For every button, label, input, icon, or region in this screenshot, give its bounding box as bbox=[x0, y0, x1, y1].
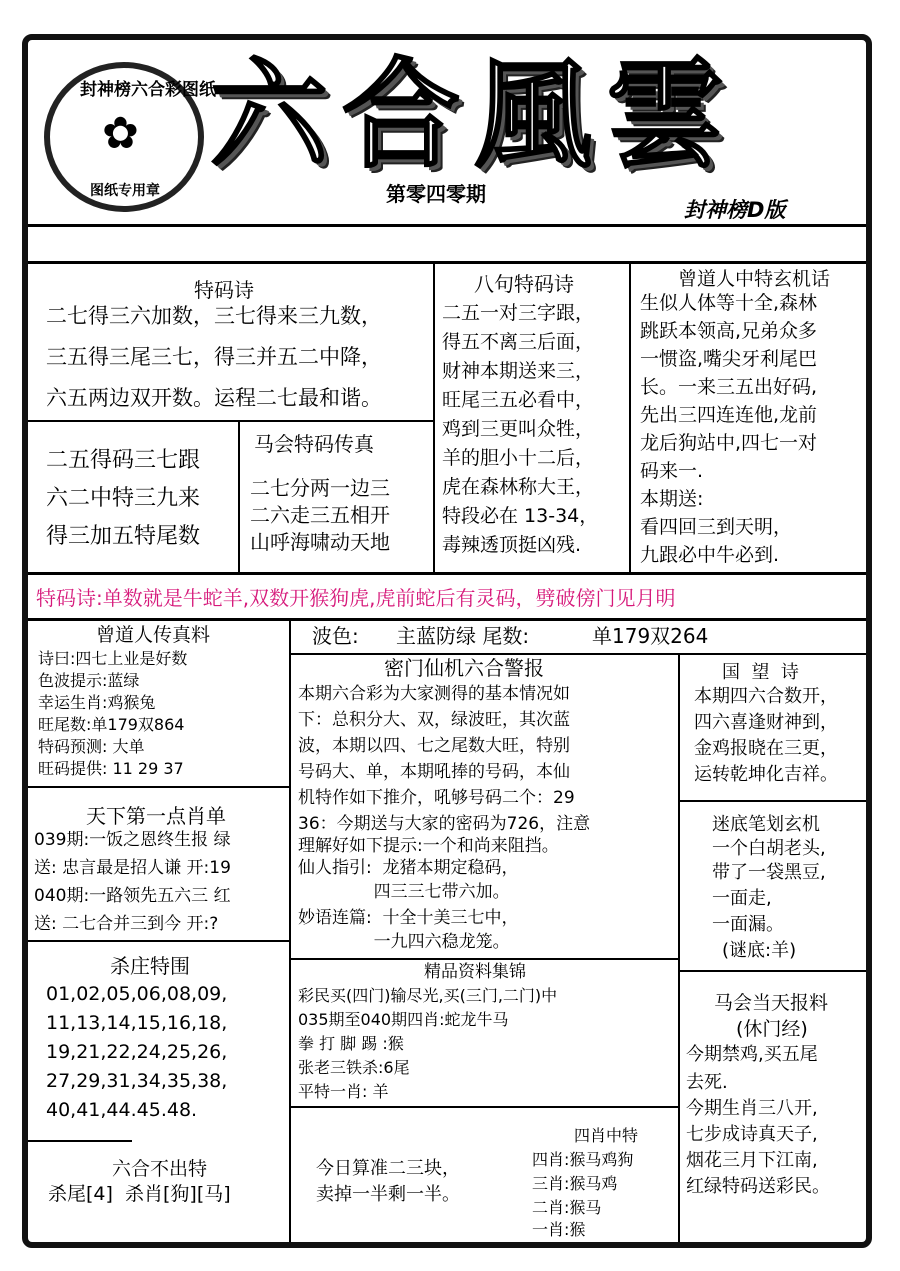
four-zodiac-line: 四肖:猴马鸡狗 bbox=[532, 1150, 634, 1169]
riddle-answer: (谜底:羊) bbox=[722, 940, 797, 961]
horse-fax-line: 二七分两一边三 bbox=[250, 476, 390, 500]
zodiac-list-line: 039期:一饭之恩终生报 绿 bbox=[34, 830, 231, 850]
divider bbox=[679, 970, 866, 972]
poem1-title: 特码诗 bbox=[194, 278, 254, 302]
eight-line: 得五不离三后面， bbox=[442, 331, 595, 353]
horse-report-line: 今期禁鸡,买五尾 bbox=[686, 1044, 818, 1065]
poem1-line: 二七得三六加数，三七得来三九数， bbox=[46, 304, 382, 328]
edition-label: 封神榜D版 bbox=[684, 198, 786, 222]
four-zodiac-line: 三肖:猴马鸡 bbox=[532, 1174, 618, 1193]
left-small-line: 得三加五特尾数 bbox=[46, 524, 201, 549]
kill-title: 杀庄特围 bbox=[110, 954, 190, 978]
nation-poem-line: 四六喜逢财神到， bbox=[694, 712, 838, 733]
bauhinia-icon: ✿ bbox=[102, 108, 139, 159]
divider bbox=[678, 654, 680, 1242]
riddle-line: 一面走, bbox=[712, 888, 772, 909]
divider bbox=[28, 1140, 132, 1142]
fax-info-line: 旺尾数:单179双864 bbox=[38, 715, 185, 734]
collection-line: 拳 打 脚 踢 :猴 bbox=[298, 1034, 404, 1053]
divider bbox=[28, 572, 866, 575]
poem1-line: 六五两边双开数。运程二七最和谐。 bbox=[46, 386, 382, 410]
page-title: 六合風雲 bbox=[210, 45, 739, 184]
riddle-line: 一面漏。 bbox=[712, 914, 784, 935]
seal-bottom-text: 图纸专用章 bbox=[90, 183, 160, 199]
kill-line: 19,21,22,24,25,26, bbox=[46, 1041, 228, 1063]
no-show-title: 六合不出特 bbox=[112, 1158, 208, 1180]
secret-line: 波，本期以四、七之尾数大旺，特别 bbox=[298, 736, 570, 756]
collection-title: 精品资料集锦 bbox=[424, 962, 526, 982]
stamp-seal bbox=[44, 62, 216, 212]
eight-line-title: 八句特码诗 bbox=[474, 272, 574, 296]
eight-line: 二五一对三字跟， bbox=[442, 302, 595, 324]
divider bbox=[238, 420, 240, 572]
secret-line: 一九四六稳龙笼。 bbox=[298, 932, 510, 952]
zodiac-list-line: 040期:一路领先五六三 红 bbox=[34, 886, 231, 906]
eight-line: 鸡到三更叫众牲， bbox=[442, 418, 595, 440]
collection-line: 张老三铁杀:6尾 bbox=[298, 1058, 410, 1077]
four-zodiac-line: 二肖:猴马 bbox=[532, 1198, 602, 1217]
taoist-line: 龙后狗站中,四七一对 bbox=[640, 432, 818, 454]
nation-poem-line: 本期四六合数开， bbox=[694, 686, 838, 707]
eight-line: 虎在森林称大王， bbox=[442, 476, 595, 498]
secret-line: 号码大、单，本期吼捧的号码，本仙 bbox=[298, 762, 570, 782]
divider bbox=[28, 786, 290, 788]
fax-info-line: 诗曰:四七上业是好数 bbox=[38, 649, 188, 668]
horse-report-title: 马会当天报料 bbox=[714, 992, 829, 1014]
wave-tail: 单179双264 bbox=[592, 624, 709, 648]
kill-line: 40,41,44.45.48. bbox=[46, 1099, 198, 1121]
collection-line: 平特一肖: 羊 bbox=[298, 1082, 389, 1101]
fax-info-line: 色波提示:蓝绿 bbox=[38, 671, 140, 690]
issue-number: 第零四零期 bbox=[386, 182, 486, 206]
kill-line: 01,02,05,06,08,09, bbox=[46, 983, 228, 1005]
horse-report-line: 七步成诗真天子, bbox=[686, 1124, 818, 1145]
horse-fax-line: 山呼海啸动天地 bbox=[250, 530, 390, 554]
taoist-title: 曾道人中特玄机话 bbox=[678, 268, 831, 290]
seal-text: 封神榜六合彩图纸 bbox=[80, 80, 216, 100]
divider bbox=[28, 420, 434, 422]
left-small-line: 六二中特三九来 bbox=[46, 486, 201, 511]
today-line: 今日算准二三块， bbox=[316, 1158, 460, 1179]
divider bbox=[290, 958, 679, 960]
secret-line: 理解好如下提示:一个和尚来阻挡。 bbox=[298, 836, 559, 856]
divider bbox=[28, 940, 290, 942]
taoist-line: 生似人体等十全,森林 bbox=[640, 292, 818, 314]
taoist-line: 九跟必中牛必到. bbox=[640, 544, 780, 566]
divider bbox=[679, 800, 866, 802]
taoist-line: 长。一来三五出好码, bbox=[640, 376, 818, 398]
eight-line: 特段必在 13-34， bbox=[442, 505, 599, 527]
eight-line: 旺尾三五必看中， bbox=[442, 389, 595, 411]
nation-poem-line: 运转乾坤化吉祥。 bbox=[694, 764, 838, 785]
zodiac-list-line: 送: 二七合并三到今 开:? bbox=[34, 914, 219, 934]
fax-info-line: 幸运生肖:鸡猴兔 bbox=[38, 693, 156, 712]
header-divider bbox=[28, 224, 866, 227]
poem1-line: 三五得三尾三七，得三并五二中降， bbox=[46, 345, 382, 369]
fax-info-line: 特码预测: 大单 bbox=[38, 737, 145, 756]
eight-line: 毒辣透顶挺凶残. bbox=[442, 534, 582, 556]
riddle-title: 迷底笔划玄机 bbox=[712, 814, 820, 835]
taoist-line: 一惯盗,嘴尖牙利尾巴 bbox=[640, 348, 818, 370]
secret-line: 机特作如下推介，吼够号码二个：29 bbox=[298, 788, 575, 808]
divider bbox=[289, 620, 291, 1242]
row-divider bbox=[28, 261, 866, 264]
taoist-line: 先出三四连连他,龙前 bbox=[640, 404, 818, 426]
collection-line: 035期至040期四肖:蛇龙牛马 bbox=[298, 1010, 509, 1029]
zodiac-list-title: 天下第一点肖单 bbox=[86, 804, 226, 828]
taoist-line: 看四回三到天明， bbox=[640, 516, 793, 538]
banner-poem: 特码诗:单数就是牛蛇羊,双数开猴狗虎,虎前蛇后有灵码，劈破傍门见月明 bbox=[36, 586, 676, 610]
wave-value: 主蓝防绿 尾数: bbox=[396, 624, 530, 648]
four-zodiac-title: 四肖中特 bbox=[574, 1126, 639, 1145]
riddle-line: 带了一袋黑豆, bbox=[712, 862, 826, 883]
nation-poem-line: 金鸡报晓在三更， bbox=[694, 738, 838, 759]
kill-line: 27,29,31,34,35,38, bbox=[46, 1070, 228, 1092]
secret-line: 36：今期送与大家的密码为726，注意 bbox=[298, 814, 591, 834]
nation-poem-title: 国 望 诗 bbox=[722, 662, 799, 683]
secret-line: 下：总积分大、双，绿波旺，其次蓝 bbox=[298, 710, 570, 730]
divider bbox=[433, 263, 435, 572]
horse-report-subtitle: (休门经) bbox=[736, 1018, 808, 1040]
zodiac-list-line: 送: 忠言最是招人谦 开:19 bbox=[34, 858, 231, 878]
today-line: 卖掉一半剩一半。 bbox=[316, 1184, 460, 1205]
horse-fax-title: 马会特码传真 bbox=[254, 432, 374, 456]
taoist-line: 跳跃本领高,兄弟众多 bbox=[640, 320, 818, 342]
horse-report-line: 烟花三月下江南, bbox=[686, 1150, 818, 1171]
divider bbox=[290, 653, 866, 655]
secret-line: 本期六合彩为大家测得的基本情况如 bbox=[298, 684, 570, 704]
secret-title: 密门仙机六合警报 bbox=[384, 656, 544, 680]
no-show-line: 杀尾[4] 杀肖[狗][马] bbox=[48, 1183, 231, 1205]
divider bbox=[290, 1106, 679, 1108]
secret-line: 仙人指引: 龙猪本期定稳码， bbox=[298, 858, 519, 878]
taoist-line: 本期送: bbox=[640, 488, 704, 510]
divider bbox=[28, 618, 866, 621]
wave-label: 波色: bbox=[312, 624, 359, 648]
taoist-line: 码来一. bbox=[640, 460, 704, 482]
fax-info-line: 旺码提供: 11 29 37 bbox=[38, 759, 184, 778]
horse-fax-line: 二六走三五相开 bbox=[250, 503, 390, 527]
horse-report-line: 去死. bbox=[686, 1072, 728, 1093]
fax-info-title: 曾道人传真料 bbox=[96, 624, 211, 646]
secret-line: 四三三七带六加。 bbox=[298, 882, 510, 902]
riddle-line: 一个白胡老头, bbox=[712, 838, 826, 859]
four-zodiac-line: 一肖:猴 bbox=[532, 1220, 586, 1239]
secret-line: 妙语连篇: 十全十美三七中， bbox=[298, 908, 519, 928]
horse-report-line: 红绿特码送彩民。 bbox=[686, 1176, 830, 1197]
horse-report-line: 今期生肖三八开, bbox=[686, 1098, 818, 1119]
collection-line: 彩民买(四门)输尽光,买(三门,二门)中 bbox=[298, 986, 558, 1005]
eight-line: 羊的胆小十二后， bbox=[442, 447, 595, 469]
kill-line: 11,13,14,15,16,18, bbox=[46, 1012, 228, 1034]
left-small-line: 二五得码三七跟 bbox=[46, 448, 201, 473]
divider bbox=[629, 263, 631, 572]
eight-line: 财神本期送来三， bbox=[442, 360, 595, 382]
